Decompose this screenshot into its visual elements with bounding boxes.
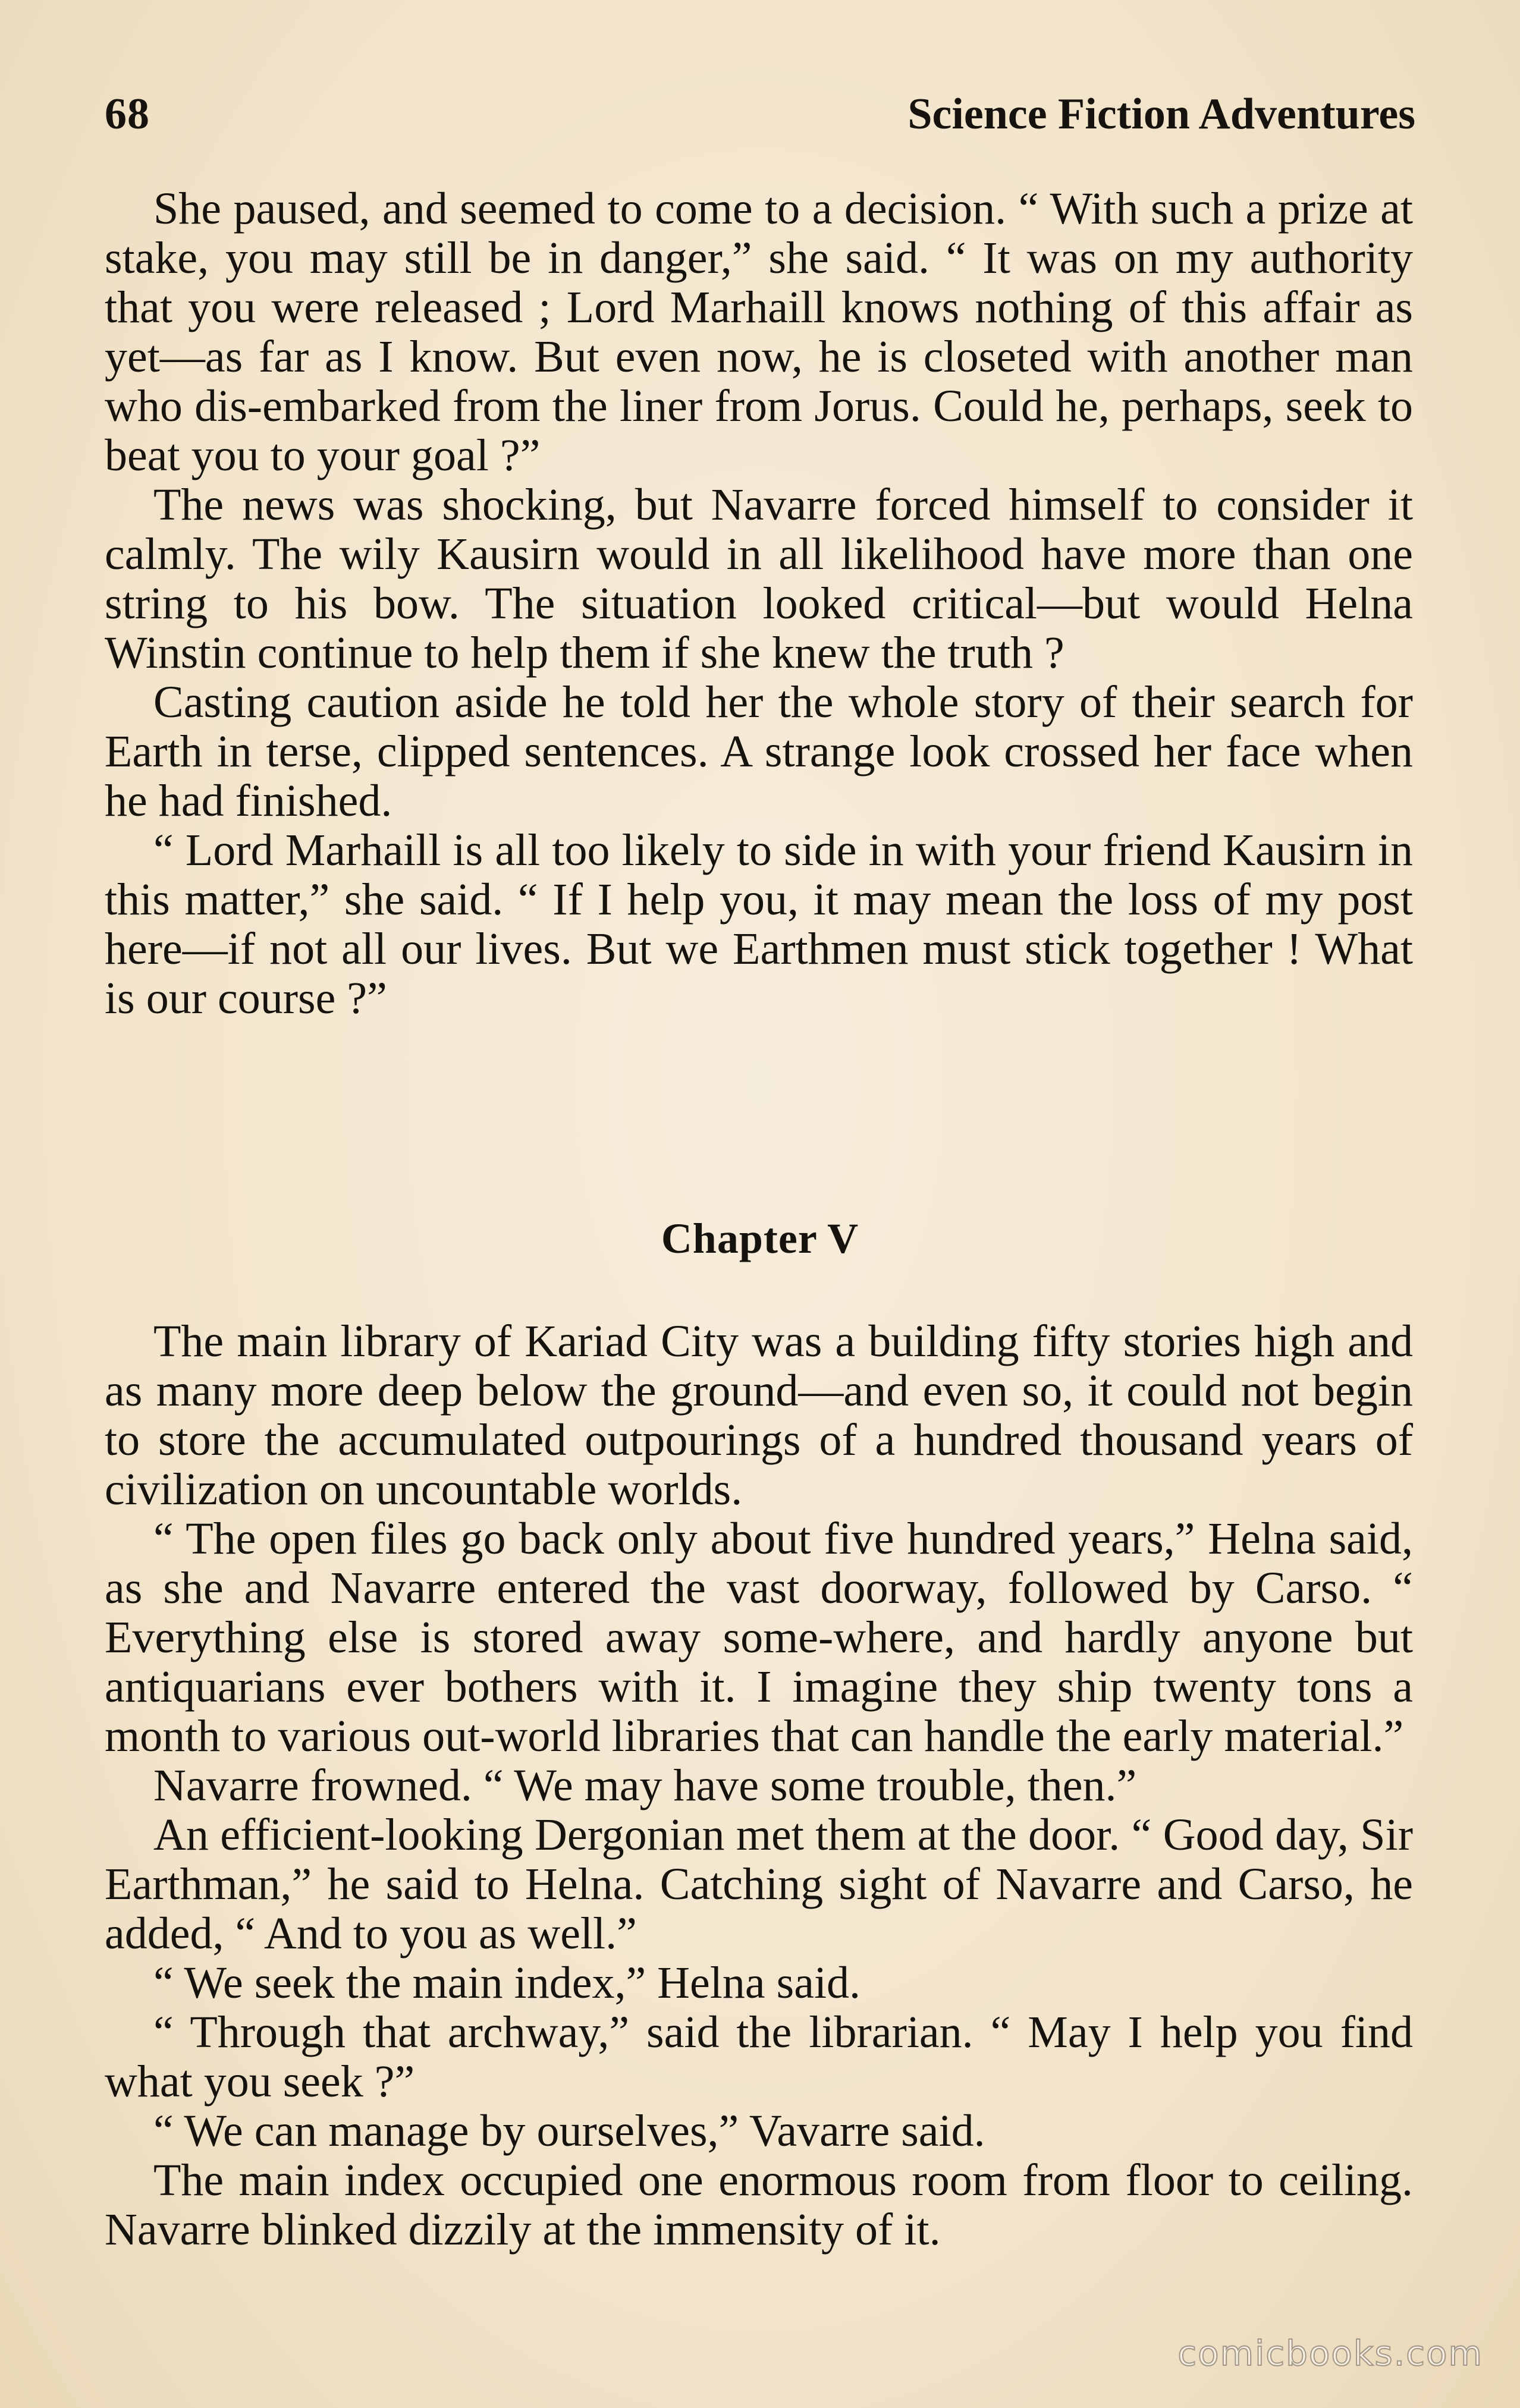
body-text-section-two xyxy=(105,1317,1413,2255)
paragraph: “ The open files go back only about five hundred years,” Helna said, as she and Navarre entered the vast doorway, followed by Carso. “ Everything else is stored away some-where, and hardly anyone but antiquarians ever bothers with it. I imagine they ship twenty tons a month to various out-world libraries that can handle the early material.” xyxy=(105,1514,1413,1761)
paragraph: “ We can manage by ourselves,” Vavarre said. xyxy=(153,2106,985,2156)
running-head xyxy=(105,89,1415,149)
body-text-section-one xyxy=(105,184,1413,1023)
paragraph: “ Through that archway,” said the librarian. “ May I help you find what you seek ?” xyxy=(105,2007,1413,2107)
paragraph: “ We seek the main index,” Helna said. xyxy=(153,1958,861,2008)
paragraph: Casting caution aside he told her the whole story of their search for Earth in terse, clipped sentences. A strange look crossed her face when he had finished. xyxy=(105,677,1413,826)
watermark: comicbooks.com xyxy=(1177,2333,1483,2374)
chapter-heading: Chapter V xyxy=(661,1215,859,1262)
paragraph: “ Lord Marhaill is all too likely to side in with your friend Kausirn in this matter,” she said. “ If I help you, it may mean the loss of my post here—if not all our lives. But we Earthmen must stick together ! What is our course ?” xyxy=(105,825,1413,1023)
paragraph: The main library of Kariad City was a building fifty stories high and as many more deep below the ground—and even so, it could not begin to store the accumulated outpourings of a hundred thousand years of civilization on uncountable worlds. xyxy=(105,1316,1413,1514)
journal-title: Science Fiction Adventures xyxy=(907,90,1415,139)
paragraph: The news was shocking, but Navarre forced himself to consider it calmly. The wily Kausirn would in all likelihood have more than one string to his bow. The situation looked critical—but would Helna Winstin continue to help them if she knew the truth ? xyxy=(105,480,1413,678)
paragraph: Navarre frowned. “ We may have some trouble, then.” xyxy=(153,1761,1137,1810)
paragraph: The main index occupied one enormous room from floor to ceiling. Navarre blinked dizzily at the immensity of it. xyxy=(105,2155,1413,2255)
page-number: 68 xyxy=(105,90,150,139)
paragraph: An efficient-looking Dergonian met them at the door. “ Good day, Sir Earthman,” he said to Helna. Catching sight of Navarre and Carso, he added, “ And to you as well.” xyxy=(105,1810,1413,1959)
paragraph: She paused, and seemed to come to a decision. “ With such a prize at stake, you may still be in danger,” she said. “ It was on my authority that you were released ; Lord Marhaill knows nothing of this affair as yet—as far as I know. But even now, he is closeted with another man who dis-embarked from the liner from Jorus. Could he, perhaps, seek to beat you to your goal ?” xyxy=(105,184,1413,480)
